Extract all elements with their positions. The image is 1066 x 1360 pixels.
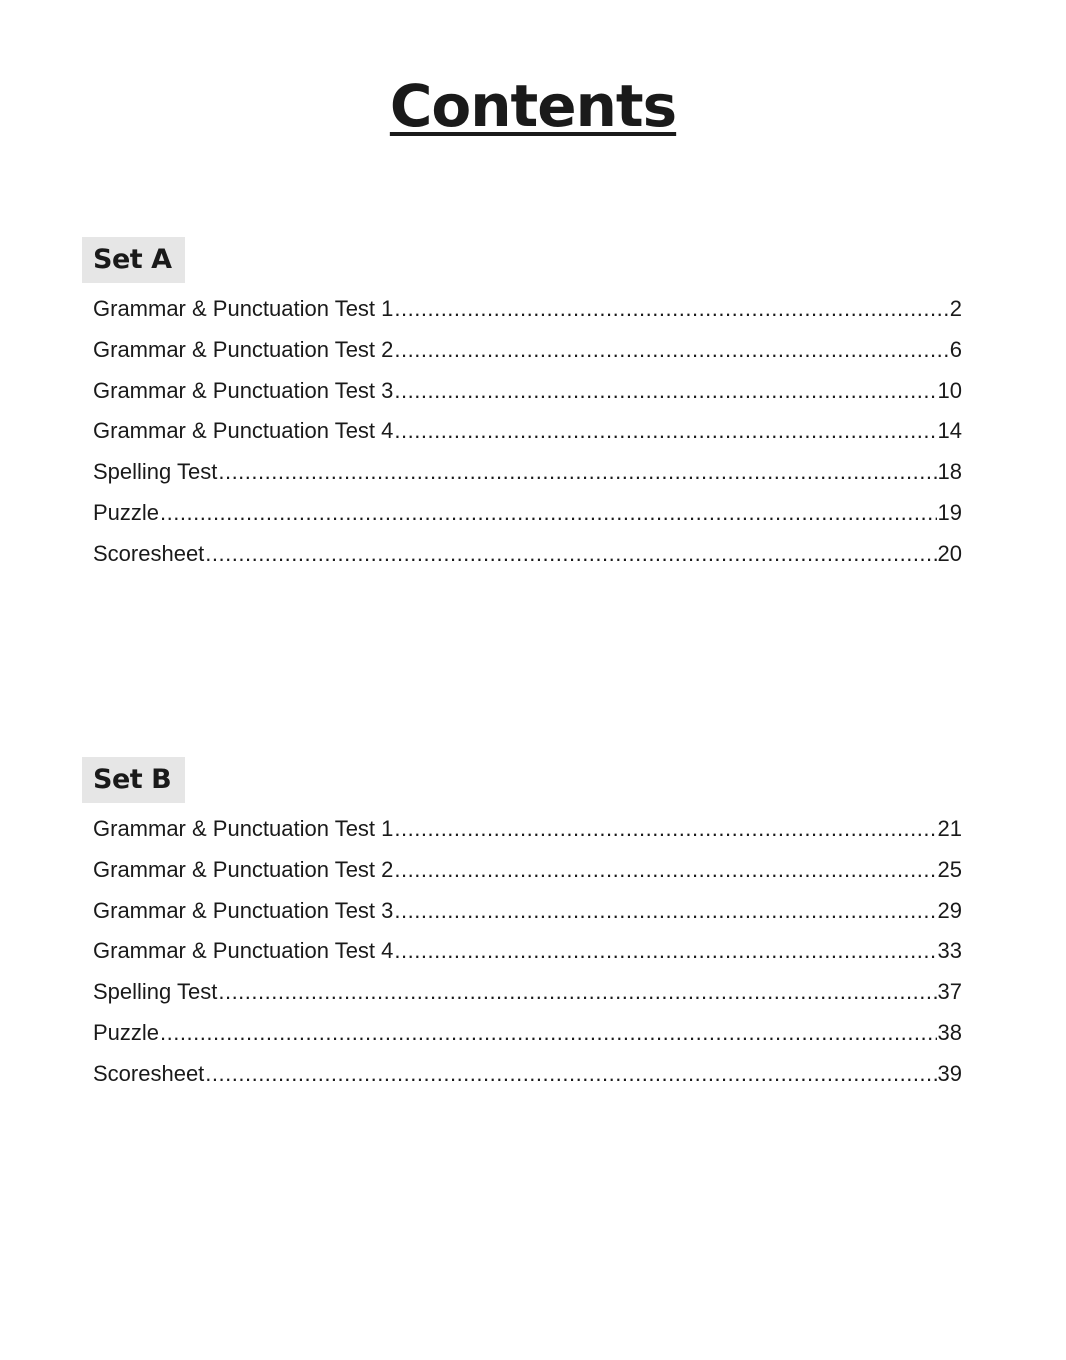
- set-b-heading: Set B: [82, 757, 185, 803]
- toc-entry-label: Grammar & Punctuation Test 4: [93, 938, 394, 964]
- toc-entry[interactable]: [93, 809, 962, 850]
- toc-entry-page: 21: [937, 816, 962, 841]
- toc-entry-page: 29: [937, 897, 962, 923]
- toc-entry[interactable]: [93, 891, 962, 932]
- toc-entry-page: 6: [949, 336, 962, 362]
- page-title-text: Contents: [389, 72, 677, 140]
- dot-leader: [394, 891, 936, 932]
- toc-entry-label: Grammar & Punctuation Test 1: [93, 296, 394, 321]
- toc-entry-label: Grammar & Punctuation Test 2: [93, 856, 394, 882]
- dot-leader: [394, 809, 936, 850]
- set-a-heading: Set A: [82, 237, 185, 283]
- set-a-toc-list: [82, 289, 962, 575]
- toc-entry-page: 19: [937, 499, 962, 525]
- toc-entry[interactable]: [93, 452, 962, 493]
- toc-entry-page: 37: [937, 979, 962, 1005]
- dot-leader: [394, 289, 948, 330]
- toc-entry[interactable]: [93, 289, 962, 330]
- toc-entry[interactable]: [93, 330, 962, 371]
- toc-entry-label: Spelling Test: [93, 459, 218, 485]
- toc-entry[interactable]: [93, 371, 962, 412]
- set-a-section: [82, 237, 962, 575]
- toc-entry-page: 10: [937, 377, 962, 403]
- dot-leader: [160, 493, 936, 534]
- toc-entry[interactable]: [93, 493, 962, 534]
- page-title: [0, 66, 1066, 146]
- toc-entry[interactable]: [93, 931, 962, 972]
- toc-entry-page: 14: [937, 418, 962, 444]
- toc-entry-page: 2: [949, 296, 962, 321]
- dot-leader: [218, 972, 936, 1013]
- toc-entry[interactable]: [93, 1013, 962, 1054]
- toc-entry-page: 39: [937, 1060, 962, 1086]
- toc-entry[interactable]: [93, 972, 962, 1013]
- toc-entry-page: 25: [937, 856, 962, 882]
- dot-leader: [218, 452, 936, 493]
- toc-entry-label: Scoresheet: [93, 540, 205, 566]
- toc-entry-label: Grammar & Punctuation Test 3: [93, 377, 394, 403]
- toc-entry-page: 33: [937, 938, 962, 964]
- toc-entry-page: 18: [937, 459, 962, 485]
- dot-leader: [394, 330, 948, 371]
- set-b-section: [82, 757, 962, 1095]
- toc-entry[interactable]: [93, 850, 962, 891]
- dot-leader: [205, 1054, 936, 1095]
- toc-entry-label: Puzzle: [93, 499, 160, 525]
- dot-leader: [394, 931, 936, 972]
- toc-entry[interactable]: [93, 1054, 962, 1095]
- toc-entry-label: Grammar & Punctuation Test 1: [93, 816, 394, 841]
- toc-entry-label: Grammar & Punctuation Test 3: [93, 897, 394, 923]
- toc-entry[interactable]: [93, 534, 962, 575]
- toc-entry-page: 38: [937, 1019, 962, 1045]
- dot-leader: [394, 850, 936, 891]
- set-b-toc-list: [82, 809, 962, 1095]
- toc-entry[interactable]: [93, 411, 962, 452]
- toc-entry-label: Grammar & Punctuation Test 4: [93, 418, 394, 444]
- toc-entry-page: 20: [937, 540, 962, 566]
- toc-entry-label: Scoresheet: [93, 1060, 205, 1086]
- dot-leader: [205, 534, 936, 575]
- toc-entry-label: Spelling Test: [93, 979, 218, 1005]
- toc-entry-label: Grammar & Punctuation Test 2: [93, 336, 394, 362]
- toc-entry-label: Puzzle: [93, 1019, 160, 1045]
- dot-leader: [394, 371, 936, 412]
- dot-leader: [160, 1013, 936, 1054]
- dot-leader: [394, 411, 936, 452]
